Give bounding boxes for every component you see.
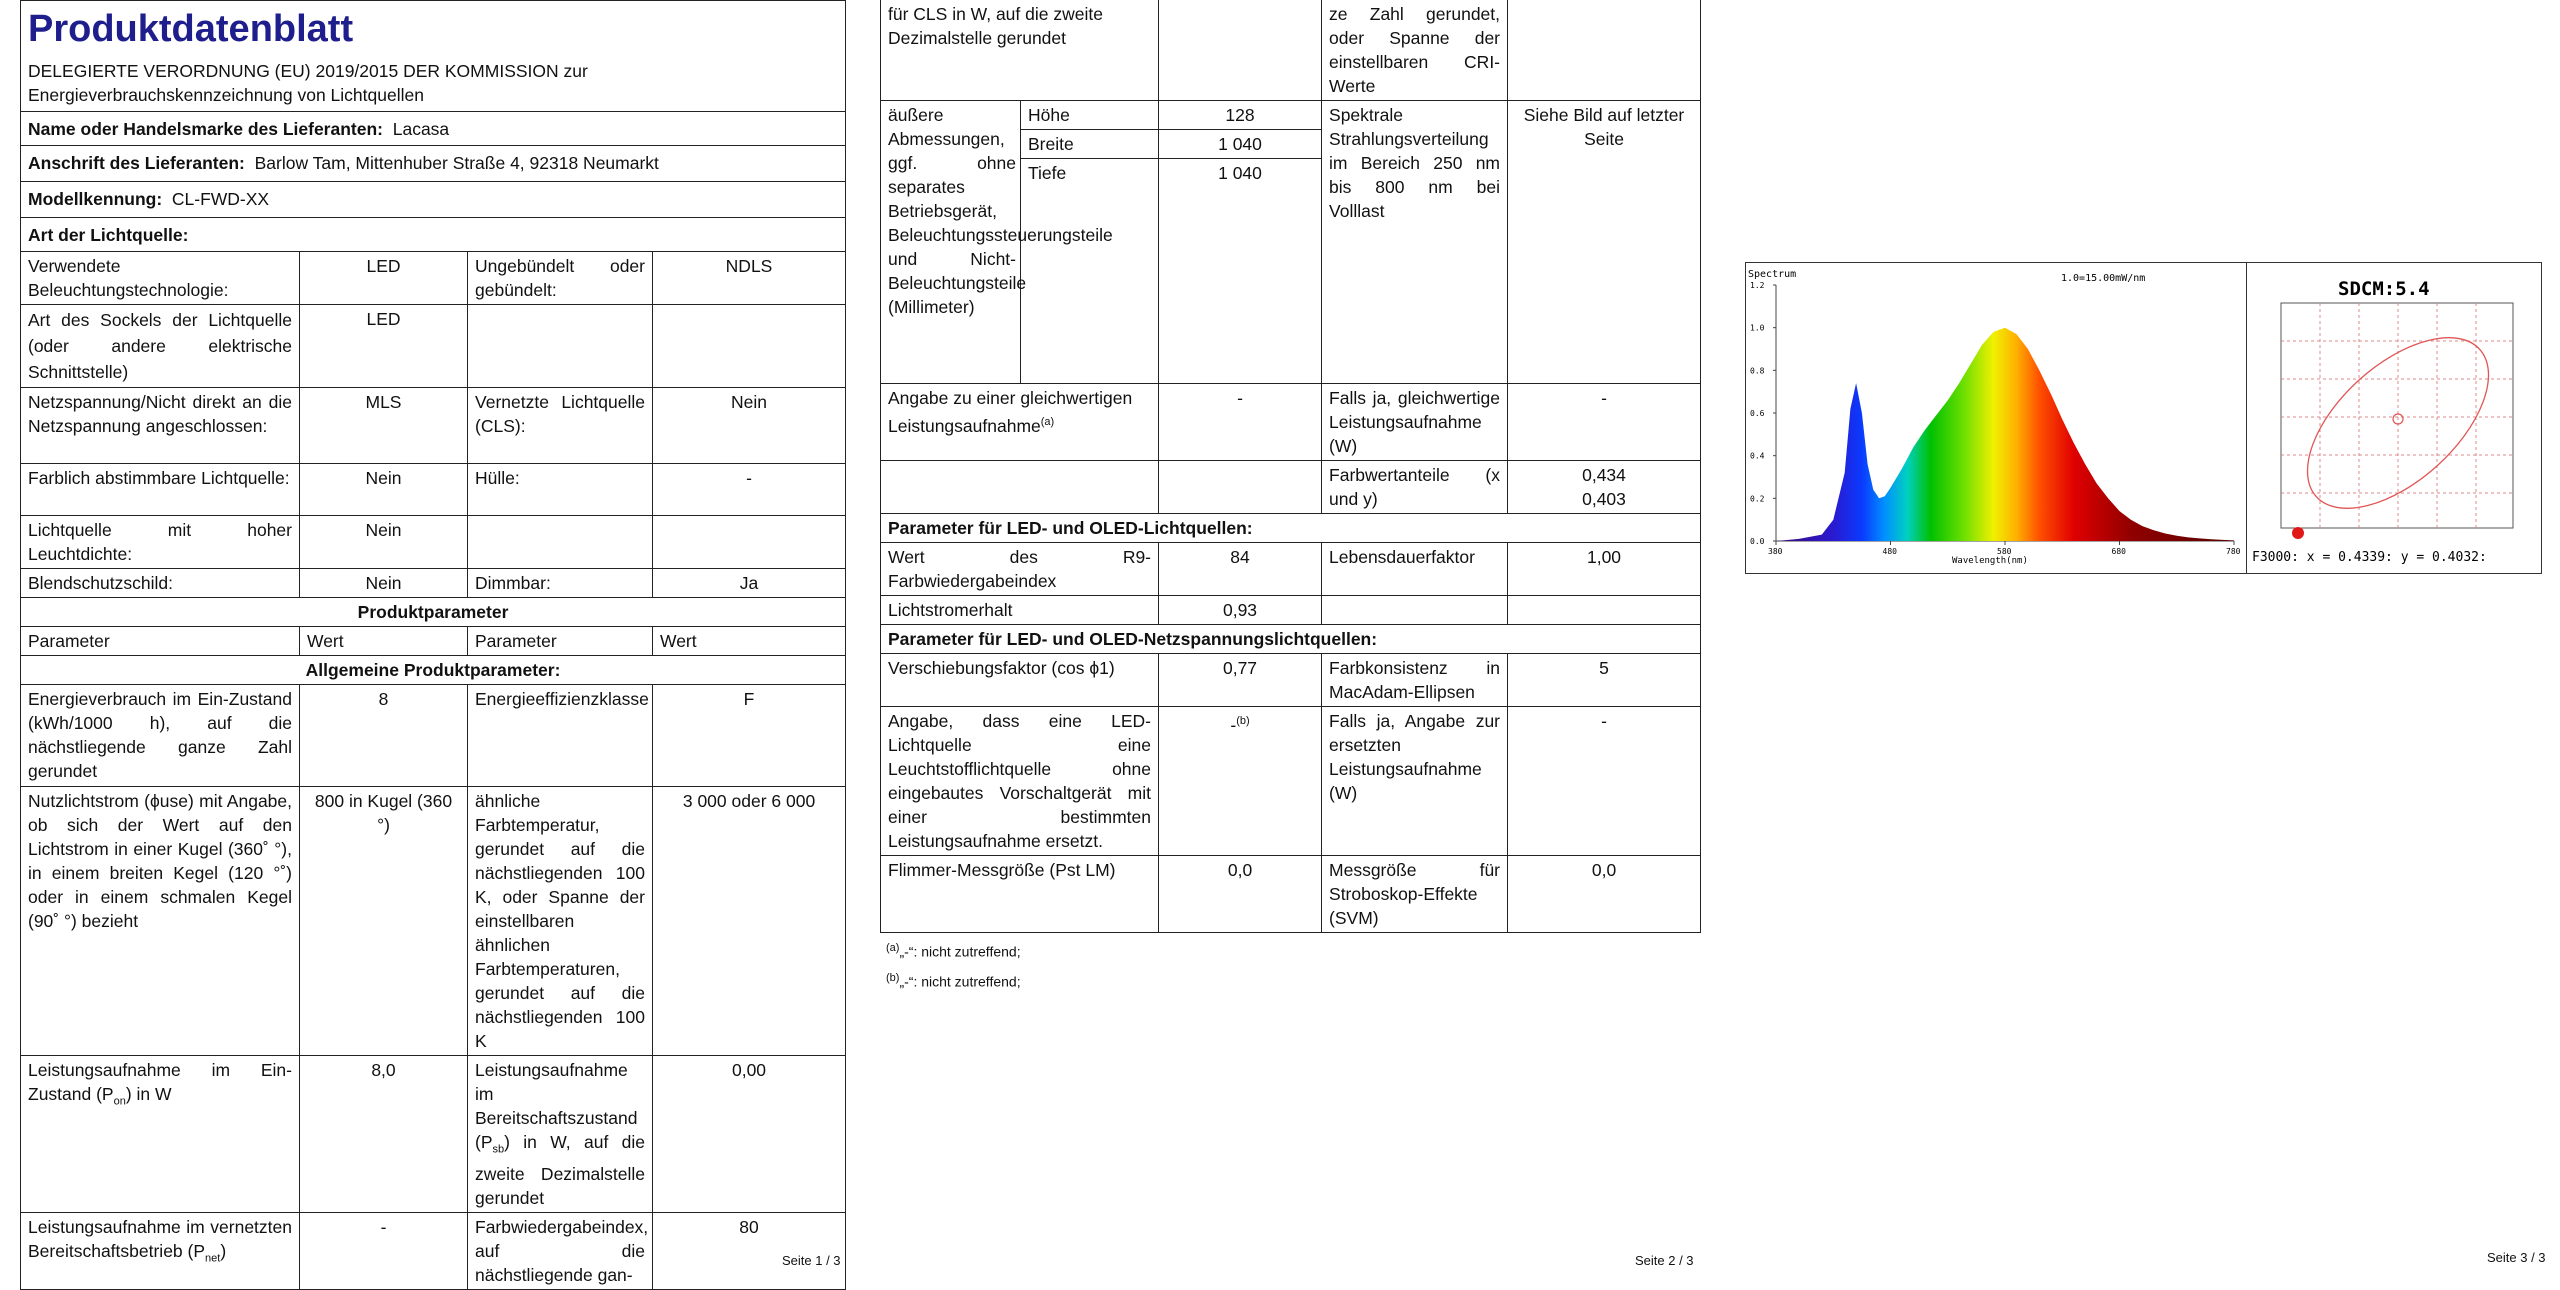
r9-label: Wert des R9-Farbwiedergabeindex — [881, 543, 1159, 596]
bundled-label: Ungebündelt oder gebündelt: — [468, 252, 653, 305]
wavelength-label: Wavelength(nm) — [1952, 556, 2028, 566]
width-label: Breite — [1021, 130, 1159, 159]
spectrum-chart — [1746, 263, 2246, 573]
shift-factor-label: Verschiebungsfaktor (cos ϕ1) — [881, 654, 1159, 707]
envelope-label: Hülle: — [468, 464, 653, 516]
envelope-value: - — [653, 464, 846, 516]
spd-label: Spektrale Strahlungsverteilung im Bereich 250 nm bis 800 nm bei Volllast — [1322, 101, 1508, 384]
col-header-value-2: Wert — [653, 627, 846, 656]
mains-params-heading: Parameter für LED- und OLED-Netzspannungslichtquellen: — [881, 625, 1701, 654]
mains-value: MLS — [300, 388, 468, 464]
col-header-param-2: Parameter — [468, 627, 653, 656]
cct-value: 3 000 oder 6 000 — [653, 787, 846, 1056]
spectrum-figure — [1745, 262, 2542, 574]
sdcm-title: SDCM:5.4 — [2338, 278, 2430, 300]
spd-value: Siehe Bild auf letzter Seite — [1508, 101, 1701, 384]
led-params-heading: Parameter für LED- und OLED-Lichtquellen: — [881, 514, 1701, 543]
regulation-text: DELEGIERTE VERORDNUNG (EU) 2019/2015 DER KOMMISSION zur Energieverbrauchskennzeichnung von Lichtquellen — [28, 61, 588, 105]
pnet-value: - — [300, 1212, 468, 1289]
footnote-b: $^{(b)}$„-“: nicht zutreffend; — [886, 971, 1021, 990]
equivalent-if-value: - — [1508, 384, 1701, 461]
y-tick-label: 1.0 — [1750, 323, 1765, 333]
col-header-param-1: Parameter — [21, 627, 300, 656]
dimensions-label: äußere Abmessungen, ggf. ohne separates Betriebsgerät, Beleuchtungssteuerungsteile und Nicht-Beleuchtungsteile (Millimeter) — [881, 101, 1021, 384]
glare-value: Nein — [300, 569, 468, 598]
y-tick-label: 0.6 — [1750, 409, 1765, 418]
dimmable-label: Dimmbar: — [468, 569, 653, 598]
psb-value: 0,00 — [653, 1056, 846, 1213]
source-type-heading: Art der Lichtquelle: — [21, 218, 846, 252]
equivalent-power-label: Angabe zu einer gleichwertigen Leistungsaufnahme$^{(a)}$ — [881, 384, 1159, 461]
page-1 — [20, 0, 845, 1285]
page-3-footer: Seite 3 / 3 — [2487, 1250, 2546, 1265]
tunable-value: Nein — [300, 464, 468, 516]
spectrum-title: Spectrum — [1748, 269, 1797, 280]
model-label: Modellkennung: — [28, 189, 163, 209]
efficiency-class-value: F — [653, 685, 846, 787]
high-luminance-label: Lichtquelle mit hoher Leuchtdichte: — [21, 516, 300, 569]
cct-label: ähnliche Farbtemperatur, gerundet auf die nächstliegenden 100 K, oder Spanne der einstellbaren ähnlichen Farbtemperaturen, gerundet auf die nächstliegenden 100 K — [468, 787, 653, 1056]
cls-value: Nein — [653, 388, 846, 464]
energy-value: 8 — [300, 685, 468, 787]
product-params-heading: Produktparameter — [21, 598, 846, 627]
consistency-label: Farbkonsistenz in MacAdam-Ellipsen — [1322, 654, 1508, 707]
shift-factor-value: 0,77 — [1159, 654, 1322, 707]
efficiency-class-label: Energieeffizienzklasse — [468, 685, 653, 787]
pnet-label: Leistungsaufnahme im vernetzten Bereitschaftsbetrieb $(P_{net})$ — [21, 1212, 300, 1289]
depth-value: 1 040 — [1159, 159, 1322, 384]
dimmable-value: Ja — [653, 569, 846, 598]
continued-left: für CLS in W, auf die zweite Dezimalstelle gerundet — [881, 0, 1159, 101]
high-luminance-value: Nein — [300, 516, 468, 569]
x-tick-label: 680 — [2111, 547, 2126, 556]
sdcm-panel — [2248, 263, 2541, 573]
model-value: CL-FWD-XX — [171, 189, 270, 209]
width-value: 1 040 — [1159, 130, 1322, 159]
page-title: Produktdatenblatt — [28, 8, 354, 50]
bundled-value: NDLS — [653, 252, 846, 305]
height-value: 128 — [1159, 101, 1322, 130]
supplier-name-value: Lacasa — [392, 119, 450, 139]
energy-label: Energieverbrauch im Ein-Zustand (kWh/1000 h), auf die nächstliegende ganze Zahl gerundet — [21, 685, 300, 787]
r9-value: 84 — [1159, 543, 1322, 596]
pon-value: 8,0 — [300, 1056, 468, 1213]
continued-right: ze Zahl gerundet, oder Spanne der einstellbaren CRI-Werte — [1322, 0, 1508, 101]
replacement-label: Angabe, dass eine LED-Lichtquelle eine Leuchtstofflichtquelle ohne eingebautes Vorschaltgerät mit einer bestimmten Leistungsaufnahme ersetzt. — [881, 707, 1159, 856]
flux-label: Nutzlichtstrom (ϕuse) mit Angabe, ob sich der Wert auf den Lichtstrom in einer Kugel (360˚ °), in einem breiten Kegel (120 °˚) oder in einem schmalen Kegel (90˚ °) bezieht — [21, 787, 300, 1056]
lifetime-value: 1,00 — [1508, 543, 1701, 596]
consistency-value: 5 — [1508, 654, 1701, 707]
stroboscopic-value: 0,0 — [1508, 856, 1701, 933]
spectrum-area — [1776, 328, 2234, 541]
equivalent-if-label: Falls ja, gleichwertige Leistungsaufnahme (W) — [1322, 384, 1508, 461]
chromaticity-label: Farbwertanteile (x und y) — [1322, 461, 1508, 514]
cls-label: Vernetzte Lichtquelle (CLS): — [468, 388, 653, 464]
chromaticity-values — [1508, 461, 1701, 514]
y-tick-label: 0.4 — [1750, 451, 1765, 461]
chromaticity-x: 0,434 — [1582, 465, 1626, 485]
psb-label: Leistungsaufnahme im Bereitschaftszustand $(P_{sb})$ in W, auf die zweite Dezimalstelle gerundet — [468, 1056, 653, 1213]
mains-label: Netzspannung/Nicht direkt an die Netzspannung angeschlossen: — [21, 388, 300, 464]
spectrum-panel — [1746, 263, 2247, 573]
tech-label: Verwendete Beleuchtungstechnologie: — [21, 252, 300, 305]
maintenance-value: 0,93 — [1159, 596, 1322, 625]
x-tick-label: 580 — [1997, 547, 2012, 556]
page-2-footer: Seite 2 / 3 — [1635, 1253, 1694, 1268]
glare-label: Blendschutzschild: — [21, 569, 300, 598]
replacement-value: -$^{(b)}$ — [1159, 707, 1322, 856]
spectrum-scale: 1.0=15.00mW/nm — [2061, 273, 2146, 284]
supplier-address-value: Barlow Tam, Mittenhuber Straße 4, 92318 Neumarkt — [254, 153, 659, 173]
sdcm-chart — [2248, 263, 2541, 573]
height-label: Höhe — [1021, 101, 1159, 130]
stroboscopic-label: Messgröße für Stroboskop-Effekte (SVM) — [1322, 856, 1508, 933]
y-tick-label: 0.0 — [1750, 537, 1765, 546]
supplier-address-label: Anschrift des Lieferanten: — [28, 153, 245, 173]
y-tick-label: 0.2 — [1750, 494, 1765, 504]
supplier-name-label: Name oder Handelsmarke des Lieferanten: — [28, 119, 383, 139]
pon-label: Leistungsaufnahme im Ein-Zustand $(P_{on})$ in W — [21, 1056, 300, 1213]
page-2 — [880, 0, 1700, 1268]
cri-label: Farbwiedergabeindex, auf die nächstliegende gan- — [468, 1212, 653, 1289]
lifetime-label: Lebensdauerfaktor — [1322, 543, 1508, 596]
socket-label: Art des Sockels der Lichtquelle (oder andere elektrische Schnittstelle) — [21, 305, 300, 388]
measured-point — [2292, 527, 2304, 539]
flicker-value: 0,0 — [1159, 856, 1322, 933]
tunable-label: Farblich abstimmbare Lichtquelle: — [21, 464, 300, 516]
equivalent-power-value: - — [1159, 384, 1322, 461]
col-header-value-1: Wert — [300, 627, 468, 656]
footnote-a: $^{(a)}$„-“: nicht zutreffend; — [886, 942, 1021, 960]
flicker-label: Flimmer-Messgröße (Pst LM) — [881, 856, 1159, 933]
socket-value: LED — [300, 305, 468, 388]
cri-value: 80 — [653, 1212, 846, 1289]
general-params-heading: Allgemeine Produktparameter: — [21, 656, 846, 685]
product-sheet-table-1 — [20, 0, 846, 1290]
depth-label: Tiefe — [1021, 159, 1159, 384]
x-tick-label: 780 — [2226, 547, 2241, 556]
replacement-if-label: Falls ja, Angabe zur ersetzten Leistungsaufnahme (W) — [1322, 707, 1508, 856]
tech-value: LED — [300, 252, 468, 305]
flux-value: 800 in Kugel (360 °) — [300, 787, 468, 1056]
x-tick-label: 380 — [1768, 547, 1783, 556]
sdcm-readout: F3000: x = 0.4339: y = 0.4032: — [2252, 550, 2487, 565]
y-tick-label: 0.8 — [1750, 366, 1765, 376]
replacement-if-value: - — [1508, 707, 1701, 856]
y-tick-label: 1.2 — [1750, 281, 1765, 290]
chromaticity-y: 0,403 — [1582, 489, 1626, 509]
maintenance-label: Lichtstromerhalt — [881, 596, 1159, 625]
x-tick-label: 480 — [1882, 547, 1897, 556]
page-1-footer: Seite 1 / 3 — [782, 1253, 841, 1268]
product-sheet-table-2 — [880, 0, 1701, 933]
